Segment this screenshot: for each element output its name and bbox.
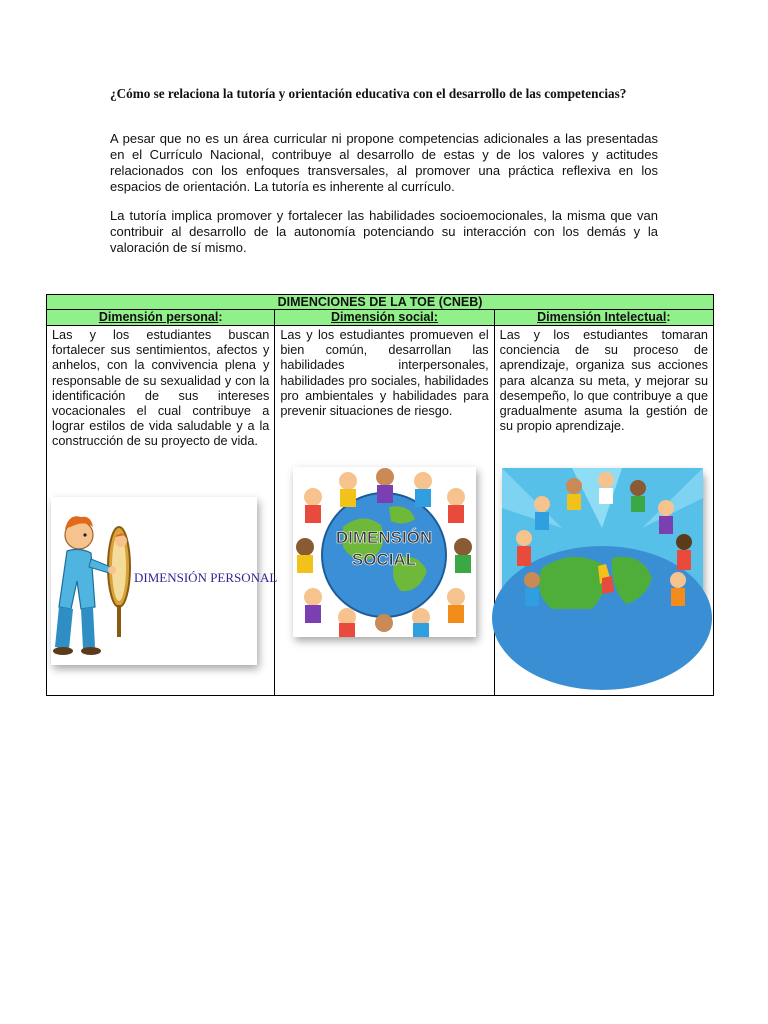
header-intelectual (494, 310, 713, 326)
personal-image-label: DIMENSIÓN PERSONAL (134, 570, 278, 585)
paragraph-2: La tutoría implica promover y fortalecer las habilidades socioemocionales, la misma que van contribuir al desarrollo de la autonomía potenciando su interacción con los demás y la valoración de sí mismo. (110, 208, 658, 255)
social-dimension-image (293, 467, 476, 637)
children-globe-illustration (293, 467, 476, 637)
personal-dimension-image (51, 497, 278, 665)
paragraph-1: A pesar que no es un área curricular ni propone competencias adicionales a las presentadas en el Currículo Nacional, contribuye al desarrollo de estas y de los valores y actitudes relacionados con los enfoques transversales, al promover una práctica reflexiva en los espacios de orientación. La tutoría es inherente al currículo. (110, 131, 658, 194)
table-title: DIMENCIONES DE LA TOE (CNEB) (47, 295, 714, 310)
header-personal-label: Dimensión personal (98, 310, 219, 324)
mirror-person-illustration (51, 497, 278, 665)
header-social (275, 310, 494, 326)
header-personal (47, 310, 275, 326)
intellectual-dimension-image (502, 468, 703, 609)
text-social: Las y los estudiantes promueven el bien común, desarrollan las habilidades interpersonales, habilidades pro sociales, habilidades pro ambientales y habilidades para prevenir situaciones de riesgo. (280, 328, 489, 419)
social-image-label-1: DIMENSIÓN (335, 528, 433, 547)
header-intelectual-label: Dimensión Intelectual (537, 310, 667, 324)
header-personal-suffix: : (218, 310, 223, 324)
text-intelectual: Las y los estudiantes tomaran conciencia de su proceso de aprendizaje, organiza sus acciones para alcanza su meta, y mejorar su desempeño, lo que contribuye a que gradualmente asuma la gestión de su propio aprendizaje. (499, 328, 708, 434)
question-heading: ¿Cómo se relaciona la tutoría y orientación educativa con el desarrollo de las competencias? (110, 86, 627, 101)
header-intelectual-suffix: : (666, 310, 671, 324)
social-image-label-2: SOCIAL (351, 550, 417, 569)
children-world-illustration (502, 468, 703, 609)
text-personal: Las y los estudiantes buscan fortalecer sus sentimientos, afectos y anhelos, con la convivencia plena y responsable de su sexualidad y con la identificación de sus intereses vocacionales el cual contribuye a lograr estilos de vida saludable y a la construcción de su proyecto de vida. (52, 328, 270, 449)
header-social-label: Dimensión social: (331, 310, 438, 324)
